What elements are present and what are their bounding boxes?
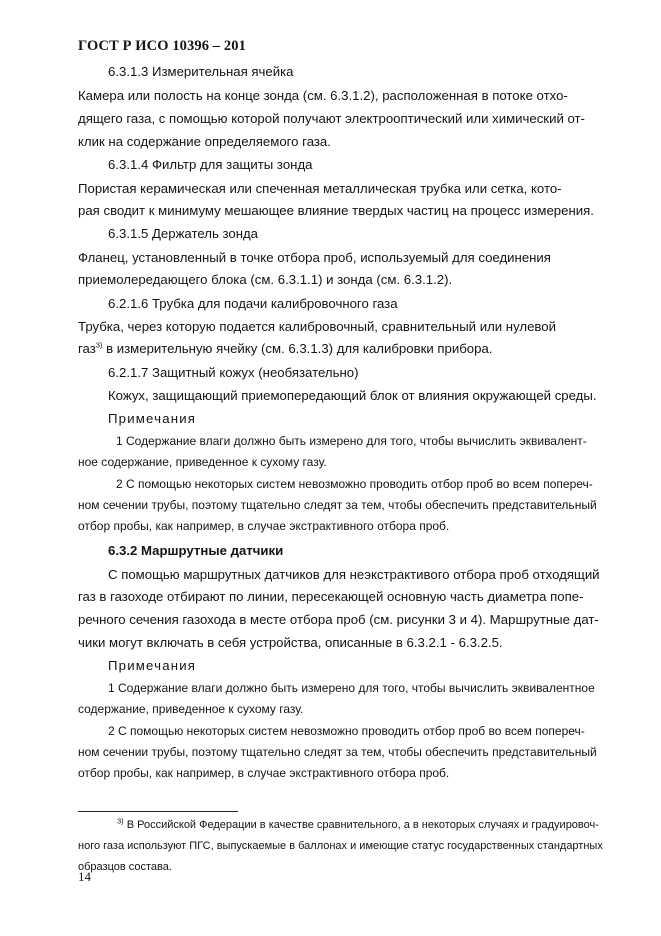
paragraph-line: Камера или полость на конце зонда (см. 6.3.1.2), расположенная в потоке отхо- xyxy=(78,88,568,103)
paragraph-line: Пористая керамическая или спеченная металлическая трубка или сетка, кото- xyxy=(78,181,562,196)
notes-title: Примечания xyxy=(108,658,197,673)
paragraph-line: дящего газа, с помощью которой получают электрооптический или химический от- xyxy=(78,111,585,126)
note-line: ном сечении трубы, поэтому тщательно следят за тем, чтобы обеспечить представительный xyxy=(78,498,597,512)
page-number: 14 xyxy=(78,869,91,884)
note-line: 2 С помощью некоторых систем невозможно проводить отбор проб во всем попереч- xyxy=(108,724,585,738)
paragraph-line: Фланец, установленный в точке отбора проб, используемый для соединения xyxy=(78,250,551,265)
note-line: содержание, приведенное к сухому газу. xyxy=(78,702,304,716)
paragraph-line: С помощью маршрутных датчиков для неэкстрактивого отбора проб отходящий xyxy=(108,567,600,582)
footnote-marker: 3) xyxy=(117,816,124,826)
section-heading-6-3-2: 6.3.2 Маршрутные датчики xyxy=(108,543,284,558)
paragraph-line-rest: в измерительную ячейку (см. 6.3.1.3) для калибровки прибора. xyxy=(102,341,493,356)
note-line: 2 С помощью некоторых систем невозможно проводить отбор проб во всем попереч- xyxy=(116,477,593,491)
note-line: отбор пробы, как например, в случае экстрактивного отбора проб. xyxy=(78,766,450,780)
paragraph-line: рая сводит к минимуму мешающее влияние твердых частиц на процесс измерения. xyxy=(78,203,594,218)
note-line: 1 Содержание влаги должно быть измерено для того, чтобы вычислить эквивалент- xyxy=(116,434,587,448)
note-line: ное содержание, приведенное к сухому газу. xyxy=(78,455,327,469)
footnote-line xyxy=(117,816,599,831)
paragraph-line: Трубка, через которую подается калибровочный, сравнительный или нулевой xyxy=(78,319,556,334)
footnote-line: ного газа используют ПГС, выпускаемые в баллонах и имеющие статус государственных стандартных xyxy=(78,840,603,852)
section-heading-6-2-1-7: 6.2.1.7 Защитный кожух (необязательно) xyxy=(108,365,359,380)
note-line: 1 Содержание влаги должно быть измерено для того, чтобы вычислить эквивалентное xyxy=(108,681,595,695)
paragraph-line xyxy=(78,341,492,356)
footnote-text: В Российской Федерации в качестве сравнительного, а в некоторых случаях и градуировоч- xyxy=(123,819,599,831)
section-heading-6-3-1-4: 6.3.1.4 Фильтр для защиты зонда xyxy=(108,157,313,172)
footnote-ref-word: газ xyxy=(78,341,96,356)
paragraph-line: клик на содержание определяемого газа. xyxy=(78,134,331,149)
paragraph-line: речного сечения газохода в месте отбора проб (см. рисунки 3 и 4). Маршрутные дат- xyxy=(78,612,599,627)
page-header: ГОСТ Р ИСО 10396 – 201 xyxy=(78,38,246,54)
footnote-ref-marker: 3) xyxy=(95,340,103,350)
footnote-divider xyxy=(78,811,238,812)
section-heading-6-2-1-6: 6.2.1.6 Трубка для подачи калибровочного газа xyxy=(108,296,398,311)
footnote-line: образцов состава. xyxy=(78,861,172,873)
paragraph-line: приемолередающего блока (см. 6.3.1.1) и зонда (см. 6.3.1.2). xyxy=(78,272,453,287)
note-line: отбор пробы, как например, в случае экстрактивного отбора проб. xyxy=(78,519,450,533)
note-line: ном сечении трубы, поэтому тщательно следят за тем, чтобы обеспечить представительный xyxy=(78,745,597,759)
section-heading-6-3-1-3: 6.3.1.3 Измерительная ячейка xyxy=(108,64,294,79)
paragraph-line: газ в газоходе отбирают по линии, пересекающей основную часть диаметра попе- xyxy=(78,589,584,604)
notes-title: Примечания xyxy=(108,411,197,426)
paragraph-line: Кожух, защищающий приемопередающий блок от влияния окружающей среды. xyxy=(108,388,597,403)
paragraph-line: чики могут включать в себя устройства, описанные в 6.3.2.1 - 6.3.2.5. xyxy=(78,635,503,650)
section-heading-6-3-1-5: 6.3.1.5 Держатель зонда xyxy=(108,226,259,241)
